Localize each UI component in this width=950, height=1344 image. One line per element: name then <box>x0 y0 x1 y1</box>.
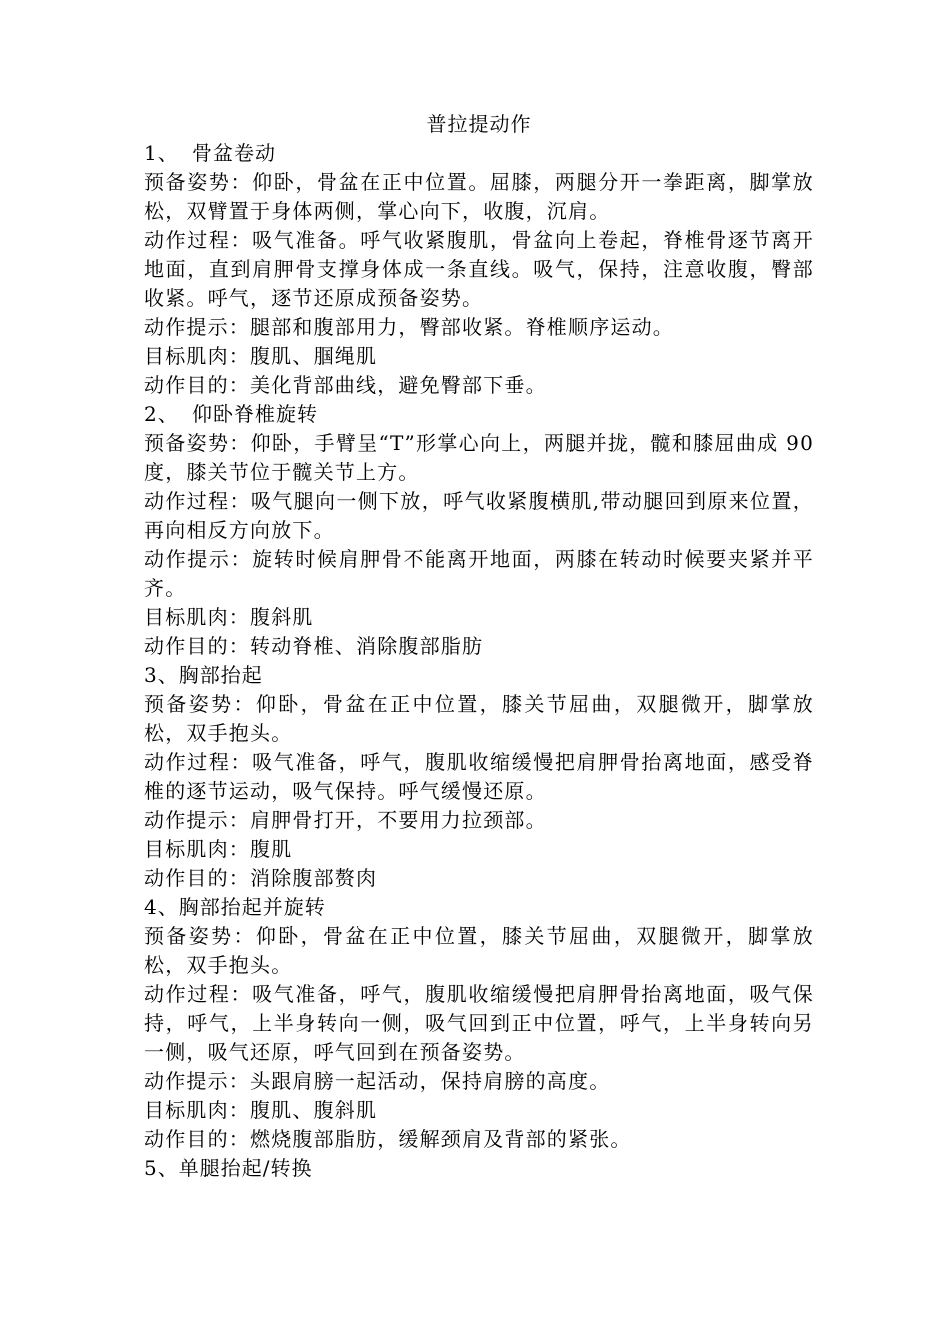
section-heading <box>144 893 814 922</box>
paragraph: 预备姿势：仰卧，骨盆在正中位置，膝关节屈曲，双腿微开，脚掌放松，双手抱头。 <box>144 924 814 977</box>
section-1 <box>144 139 814 400</box>
section-heading-text: 胸部抬起 <box>178 663 263 687</box>
paragraph: 动作提示：头跟肩膀一起活动，保持肩膀的高度。 <box>144 1069 611 1093</box>
section-heading-text: 骨盆卷动 <box>192 141 276 165</box>
section-number: 4、 <box>144 895 179 919</box>
paragraph: 动作目的：转动脊椎、消除腹部脂肪 <box>144 634 484 658</box>
paragraph: 动作目的：美化背部曲线，避免臀部下垂。 <box>144 373 547 397</box>
paragraph: 预备姿势：仰卧，骨盆在正中位置。屈膝，两腿分开一拳距离，脚掌放松，双臂置于身体两侧，掌心向下，收腹，沉肩。 <box>144 170 814 223</box>
section-heading-text: 单腿抬起/转换 <box>178 1156 313 1180</box>
section-heading <box>144 661 814 690</box>
paragraph: 目标肌肉：腹斜肌 <box>144 605 314 629</box>
paragraph: 目标肌肉：腹肌 <box>144 837 293 861</box>
section-number: 5、 <box>144 1156 179 1180</box>
paragraph: 预备姿势：仰卧，骨盆在正中位置，膝关节屈曲，双腿微开，脚掌放松，双手抱头。 <box>144 692 814 745</box>
paragraph: 预备姿势：仰卧，手臂呈“T”形掌心向上，两腿并拢，髋和膝屈曲成 90 度，膝关节位于髋关节上方。 <box>144 431 814 484</box>
paragraph: 动作提示：旋转时候肩胛骨不能离开地面，两膝在转动时候要夹紧并平齐。 <box>144 547 814 600</box>
paragraph: 动作过程：吸气准备。呼气收紧腹肌，骨盆向上卷起，脊椎骨逐节离开地面，直到肩胛骨支撑身体成一条直线。吸气，保持，注意收腹，臀部收紧。呼气，逐节还原成预备姿势。 <box>144 228 814 310</box>
section-3 <box>144 661 814 893</box>
paragraph: 动作目的：消除腹部赘肉 <box>144 866 378 890</box>
section-number: 1、 <box>144 141 179 165</box>
paragraph: 动作过程：吸气准备，呼气，腹肌收缩缓慢把肩胛骨抬离地面，感受脊椎的逐节运动，吸气保持。呼气缓慢还原。 <box>144 750 814 803</box>
section-5 <box>144 1154 814 1183</box>
document-title: 普拉提动作 <box>426 112 532 136</box>
paragraph: 目标肌肉：腹肌、腘绳肌 <box>144 344 378 368</box>
section-number: 2、 <box>144 402 179 426</box>
paragraph: 动作提示：腿部和腹部用力，臀部收紧。脊椎顺序运动。 <box>144 315 674 339</box>
document-page <box>144 110 814 1183</box>
paragraph: 动作提示：肩胛骨打开，不要用力拉颈部。 <box>144 808 547 832</box>
section-2 <box>144 400 814 661</box>
paragraph: 动作过程：吸气腿向一侧下放，呼气收紧腹横肌,带动腿回到原来位置，再向相反方向放下。 <box>144 489 814 542</box>
section-4 <box>144 893 814 1154</box>
paragraph: 动作过程：吸气准备，呼气，腹肌收缩缓慢把肩胛骨抬离地面，吸气保持，呼气，上半身转向一侧，吸气回到正中位置，呼气，上半身转向另一侧，吸气还原，呼气回到在预备姿势。 <box>144 982 814 1064</box>
section-heading-text: 胸部抬起并旋转 <box>178 895 326 919</box>
paragraph: 目标肌肉：腹肌、腹斜肌 <box>144 1098 378 1122</box>
section-heading <box>144 1154 814 1183</box>
section-heading-text: 仰卧脊椎旋转 <box>192 402 318 426</box>
paragraph: 动作目的：燃烧腹部脂肪，缓解颈肩及背部的紧张。 <box>144 1127 632 1151</box>
section-heading <box>144 400 814 429</box>
section-number: 3、 <box>144 663 179 687</box>
section-heading <box>144 139 814 168</box>
